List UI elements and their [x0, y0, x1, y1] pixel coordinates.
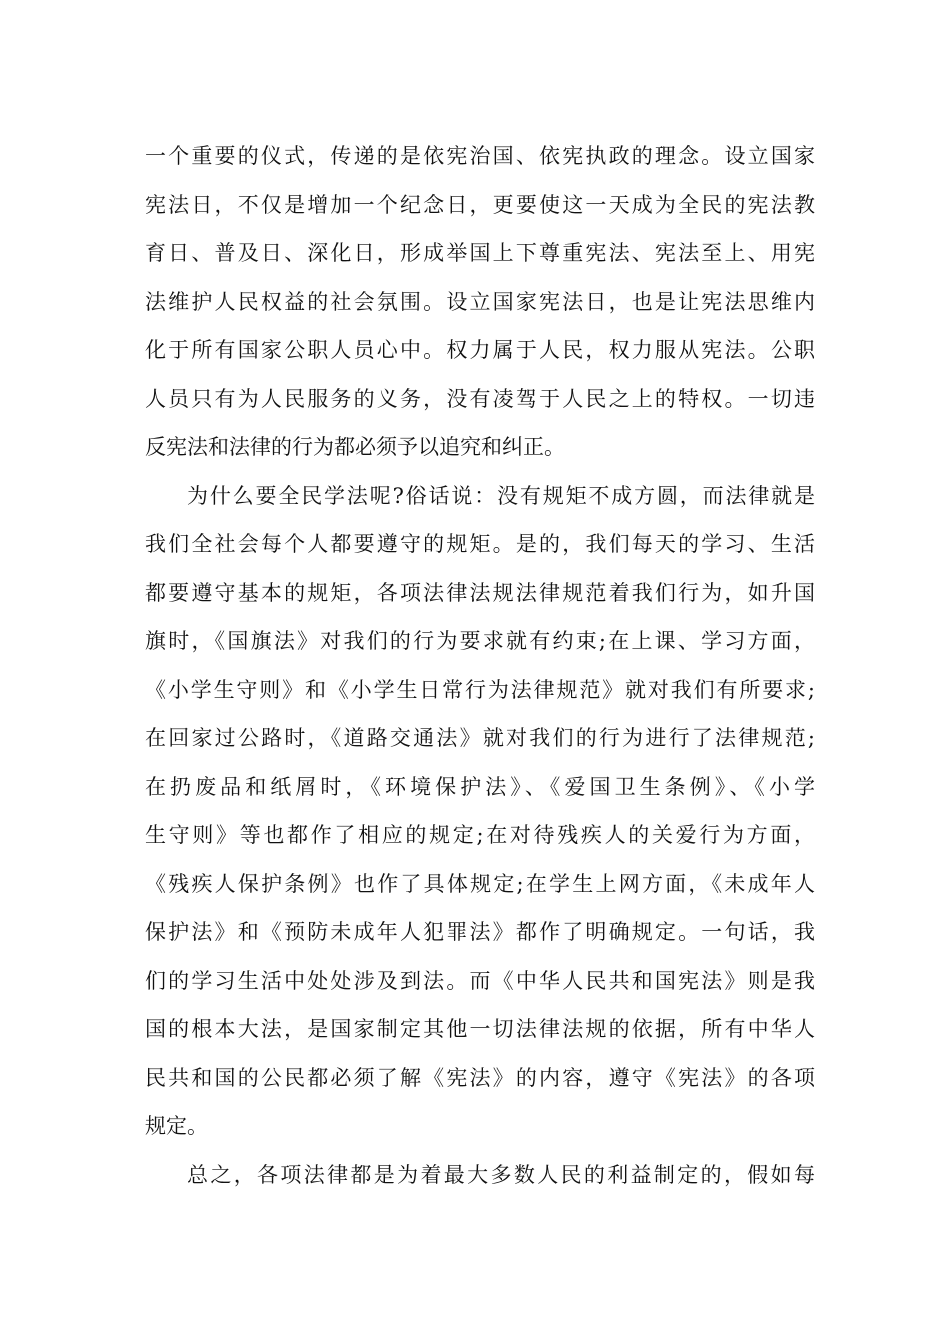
paragraph-1: [145, 132, 815, 472]
text-line: 在回家过公路时，《道路交通法》就对我们的行为进行了法律规范;: [145, 726, 815, 750]
text-line: 育日、普及日、深化日，形成举国上下尊重宪法、宪法至上、用宪: [145, 241, 815, 265]
paragraph-3: [145, 1151, 815, 1200]
text-line: 宪法日，不仅是增加一个纪念日，更要使这一天成为全民的宪法教: [145, 192, 815, 217]
text-line: 《小学生守则》和《小学生日常行为法律规范》就对我们有所要求;: [145, 677, 815, 702]
text-line: 一个重要的仪式，传递的是依宪治国、依宪执政的理念。设立国家: [145, 144, 815, 168]
text-line: 《残疾人保护条例》也作了具体规定;在学生上网方面，《未成年人: [145, 871, 815, 896]
paragraph-2: [145, 472, 815, 1151]
text-line: 规定。: [145, 1114, 208, 1138]
text-line: 化于所有国家公职人员心中。权力属于人民，权力服从宪法。公职: [145, 338, 815, 362]
text-line: 为什么要全民学法呢?俗话说：没有规矩不成方圆，而法律就是: [187, 483, 815, 508]
text-line: 反宪法和法律的行为都必须予以追究和纠正。: [145, 435, 565, 459]
text-line: 民共和国的公民都必须了解《宪法》的内容，遵守《宪法》的各项: [145, 1065, 815, 1090]
text-line: 在扔废品和纸屑时，《环境保护法》、《爱国卫生条例》、《小学: [145, 774, 815, 799]
text-line: 总之，各项法律都是为着最大多数人民的利益制定的，假如每: [187, 1162, 815, 1187]
text-line: 保护法》和《预防未成年人犯罪法》都作了明确规定。一句话，我: [145, 920, 815, 944]
text-line: 生守则》等也都作了相应的规定;在对待残疾人的关爱行为方面，: [145, 823, 815, 847]
text-line: 国的根本大法，是国家制定其他一切法律法规的依据，所有中华人: [145, 1017, 815, 1041]
text-line: 都要遵守基本的规矩，各项法律法规法律规范着我们行为，如升国: [145, 580, 815, 605]
text-line: 们的学习生活中处处涉及到法。而《中华人民共和国宪法》则是我: [145, 968, 815, 993]
text-line: 人员只有为人民服务的义务，没有凌驾于人民之上的特权。一切违: [145, 386, 815, 411]
text-line: 我们全社会每个人都要遵守的规矩。是的，我们每天的学习、生活: [145, 532, 815, 556]
body-text: [145, 132, 815, 1199]
text-line: 旗时，《国旗法》对我们的行为要求就有约束;在上课、学习方面，: [145, 629, 815, 653]
text-line: 法维护人民权益的社会氛围。设立国家宪法日，也是让宪法思维内: [145, 289, 815, 314]
